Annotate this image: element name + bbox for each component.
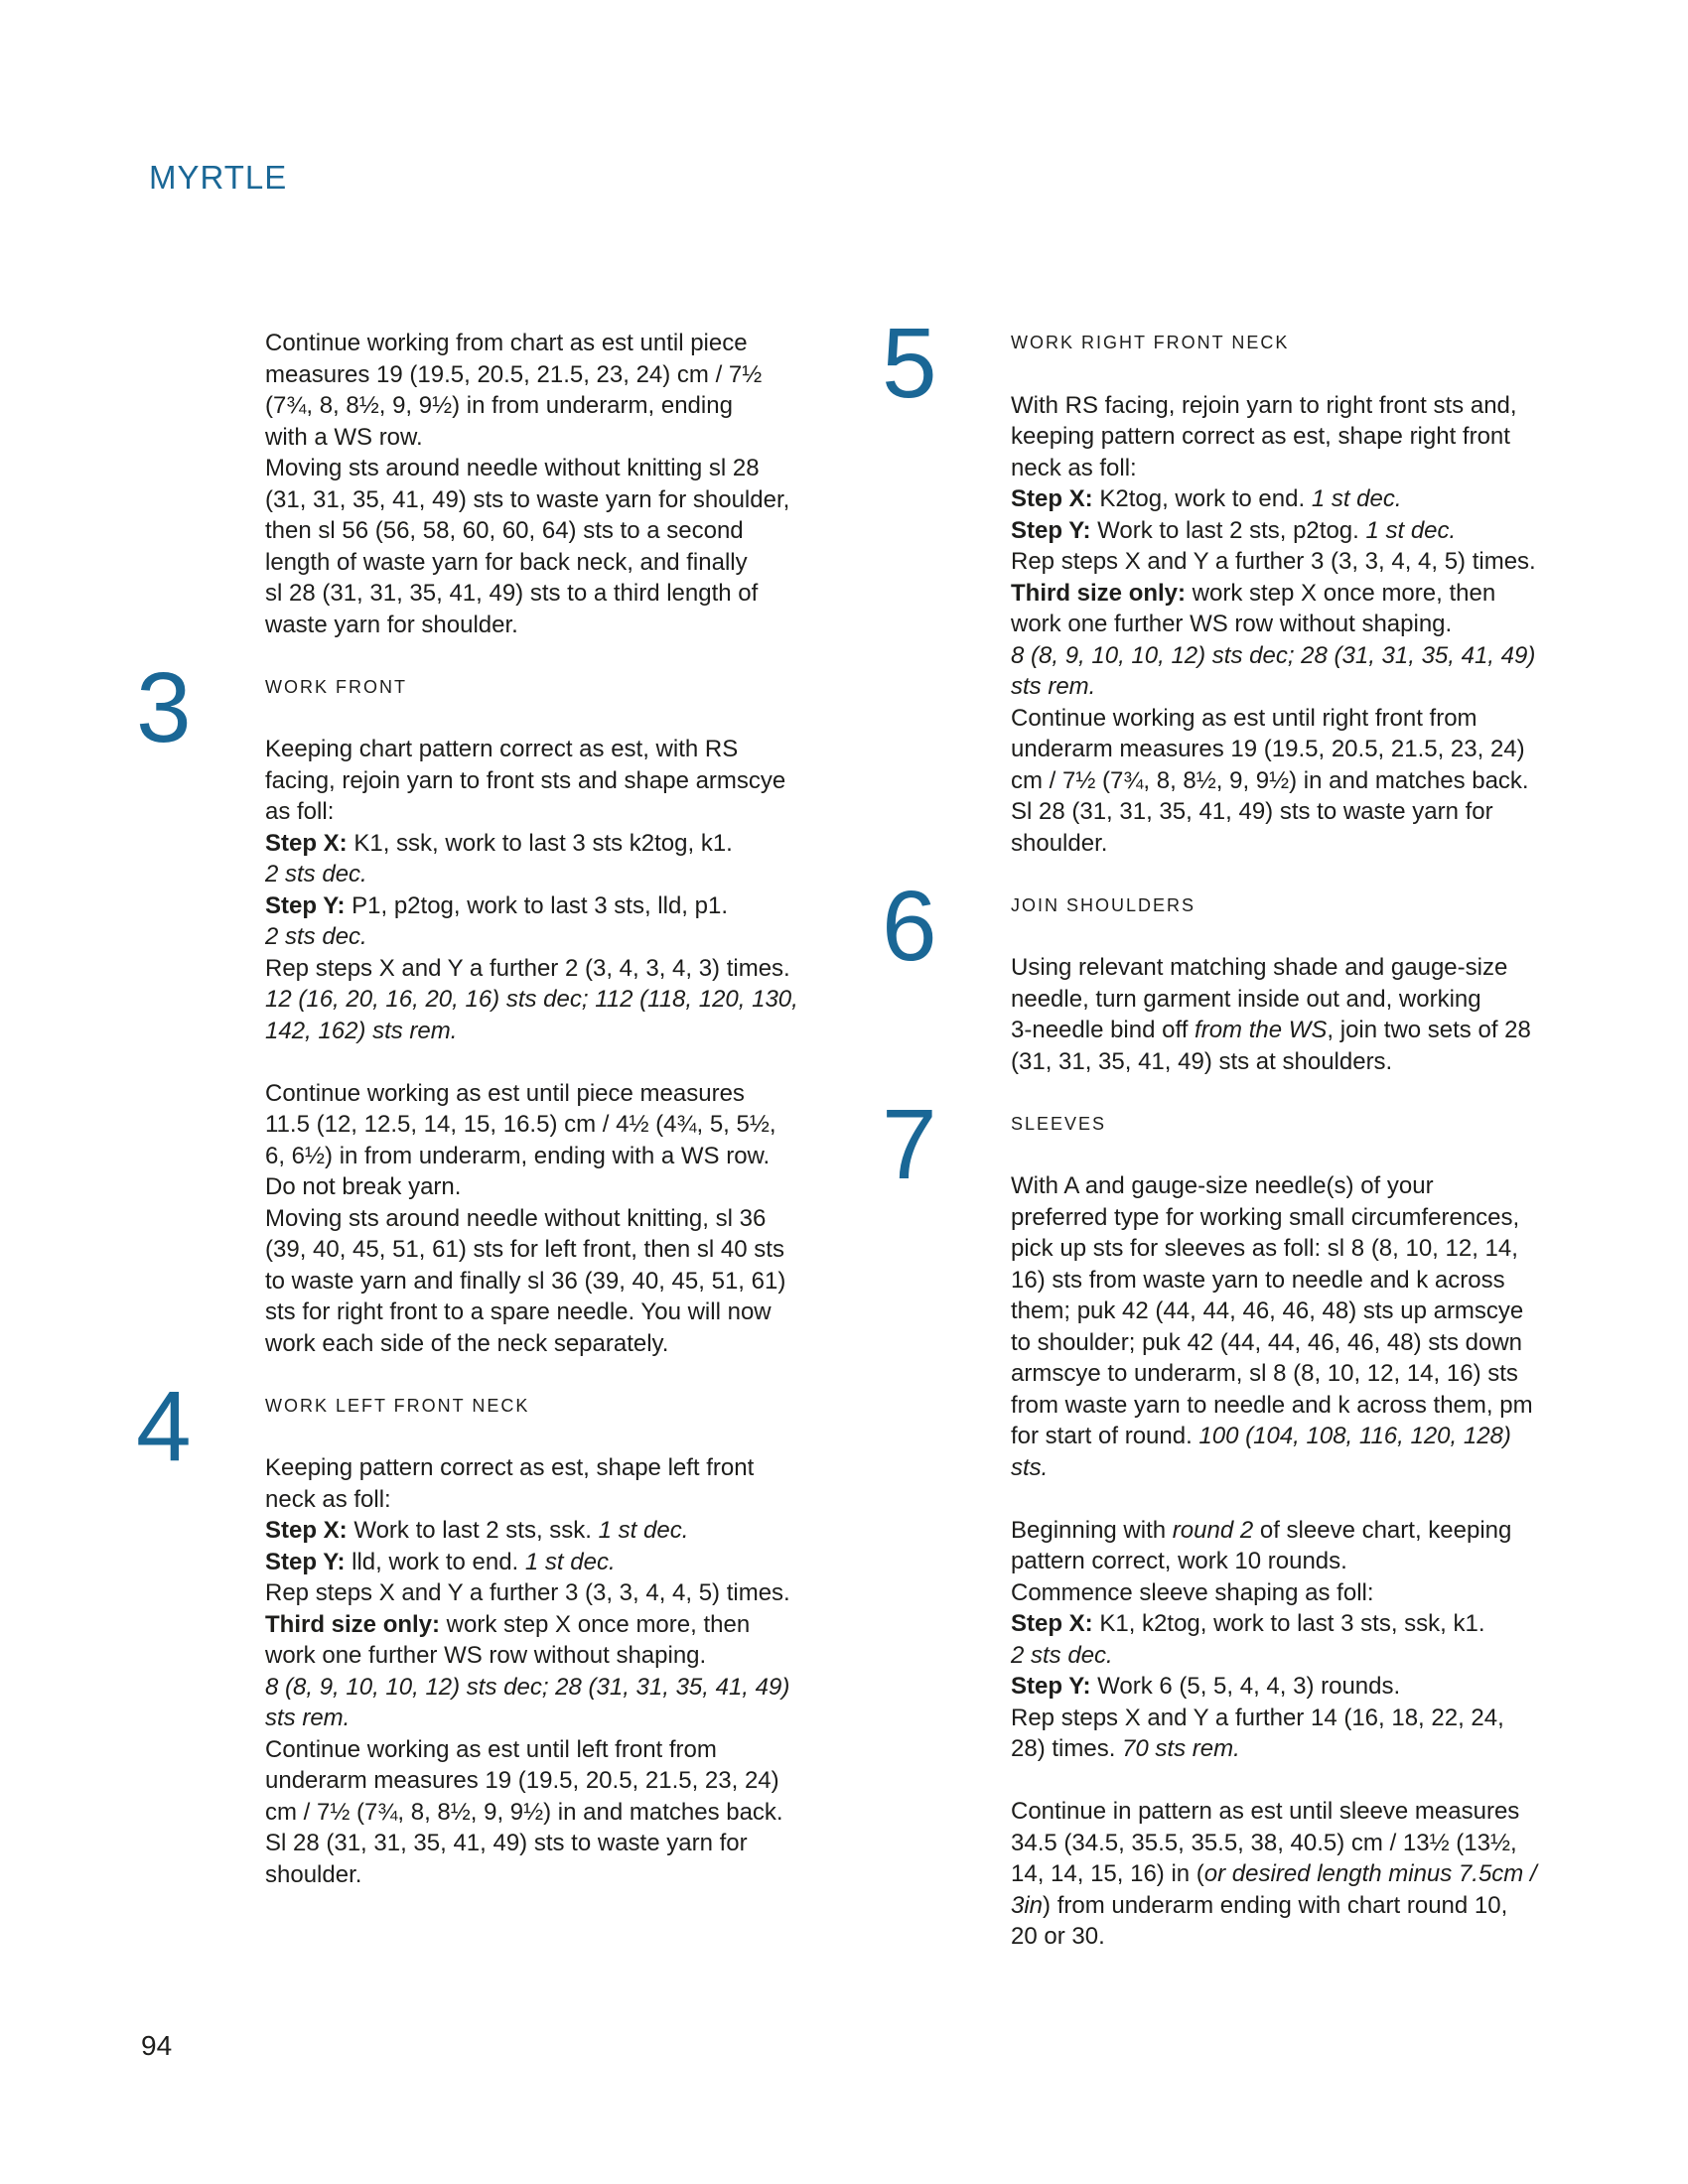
text-line: (31, 31, 35, 41, 49) sts at shoulders.: [1011, 1047, 1393, 1075]
text-line: needle, turn garment inside out and, working: [1011, 985, 1481, 1013]
third-size-text: work step X once more, then: [440, 1610, 751, 1638]
text-line: measures 19 (19.5, 20.5, 21.5, 23, 24) cm / 7½: [265, 360, 763, 388]
text-line: [1011, 1515, 1567, 1547]
text-run: for start of round.: [1011, 1423, 1199, 1449]
dec-note: 2 sts dec.: [265, 861, 367, 887]
step-text: K1, k2tog, work to last 3 sts, ssk, k1.: [1092, 1610, 1485, 1637]
text-run: , join two sets of 28: [1327, 1017, 1531, 1043]
text-line: to waste yarn and finally sl 36 (39, 40, 45, 51, 61): [265, 1267, 786, 1295]
text-line: [1011, 1890, 1567, 1922]
text-line: 34.5 (34.5, 35.5, 35.5, 38, 40.5) cm / 13½ (13½,: [1011, 1829, 1517, 1856]
step-x-line: [1011, 483, 1567, 515]
step-dec: [1011, 1640, 1567, 1672]
text-line: [1011, 1421, 1567, 1452]
result-text: 8 (8, 9, 10, 10, 12) sts dec; 28 (31, 31, 35, 41, 49): [1011, 641, 1536, 669]
text-line: to shoulder; puk 42 (44, 44, 46, 46, 48) sts down: [1011, 1328, 1522, 1356]
step-text: Work to last 2 sts, p2tog.: [1090, 516, 1366, 544]
text-line: Using relevant matching shade and gauge-size: [1011, 954, 1508, 981]
result-text: sts.: [1011, 1453, 1049, 1481]
dec-note: 2 sts dec.: [1011, 1641, 1113, 1669]
section-heading: WORK LEFT FRONT NECK: [265, 1395, 530, 1416]
step-label: Step Y:: [265, 1548, 346, 1575]
dec-note: 2 sts dec.: [265, 923, 367, 950]
step-y-line: [265, 1547, 821, 1578]
text-line: 6, 6½) in from underarm, ending with a WS row.: [265, 1142, 771, 1169]
result-text: 100 (104, 108, 116, 120, 128): [1198, 1423, 1511, 1449]
text-line: Rep steps X and Y a further 14 (16, 18, 22, 24,: [1011, 1704, 1504, 1731]
step-text: P1, p2tog, work to last 3 sts, lld, p1.: [345, 891, 728, 919]
text-line: Rep steps X and Y a further 3 (3, 3, 4, 4, 5) times.: [1011, 548, 1536, 575]
text-line: Moving sts around needle without knitting sl 28: [265, 455, 760, 481]
third-size-line: [265, 1609, 821, 1641]
text-line: Sl 28 (31, 31, 35, 41, 49) sts to waste yarn for: [1011, 798, 1493, 825]
section-heading: WORK RIGHT FRONT NECK: [1011, 333, 1290, 352]
text-line: sl 28 (31, 31, 35, 41, 49) sts to a third length of: [265, 580, 759, 607]
step-dec: [265, 859, 821, 890]
text-line: waste yarn for shoulder.: [265, 611, 518, 638]
text-line: neck as foll:: [265, 1485, 391, 1513]
text-run: 14, 14, 15, 16) in (: [1011, 1860, 1204, 1887]
section-3: [136, 651, 821, 1360]
text-line: pick up sts for sleeves as foll: sl 8 (8, 10, 12, 14,: [1011, 1235, 1518, 1262]
step-text: Work 6 (5, 5, 4, 4, 3) rounds.: [1090, 1673, 1401, 1700]
result-text: sts rem.: [265, 1705, 351, 1731]
step-label: Step X:: [265, 1517, 348, 1544]
text-line: Continue in pattern as est until sleeve measures: [1011, 1798, 1520, 1825]
step-x-line: [1011, 1608, 1567, 1640]
section-number: 3: [136, 651, 192, 763]
result-line: [1011, 671, 1567, 703]
text-line: Rep steps X and Y a further 3 (3, 3, 4, 4, 5) times.: [265, 1579, 790, 1606]
text-line: cm / 7½ (7¾, 8, 8½, 9, 9½) in and matches back.: [265, 1798, 783, 1826]
step-y-line: [1011, 515, 1567, 547]
third-size-text: work step X once more, then: [1186, 579, 1496, 607]
text-line: Keeping pattern correct as est, shape left front: [265, 1454, 755, 1481]
text-run: of sleeve chart, keeping: [1253, 1516, 1512, 1544]
result-line: [265, 1672, 821, 1704]
text-run: Beginning with: [1011, 1516, 1173, 1544]
section-heading: WORK FRONT: [265, 676, 407, 697]
text-line: [1011, 1733, 1567, 1765]
result-line: [265, 1016, 821, 1047]
intro-paragraph: [265, 328, 821, 640]
section-number: 7: [882, 1088, 937, 1200]
text-line: Continue working as est until left front from: [265, 1735, 717, 1763]
step-x-line: [265, 1515, 821, 1547]
text-line: work one further WS row without shaping.: [1011, 611, 1453, 637]
text-line: 20 or 30.: [1011, 1923, 1105, 1950]
step-text: lld, work to end.: [345, 1548, 525, 1575]
text-line: (39, 40, 45, 51, 61) sts for left front, then sl 40 sts: [265, 1236, 784, 1263]
text-line: Do not break yarn.: [265, 1173, 462, 1200]
step-dec: [265, 921, 821, 953]
dec-note: 1 st dec.: [598, 1517, 689, 1544]
text-line: (7¾, 8, 8½, 9, 9½) in from underarm, ending: [265, 392, 733, 419]
section-7: [882, 1088, 1567, 1953]
step-y-line: [265, 890, 821, 922]
section-heading: JOIN SHOULDERS: [1011, 894, 1196, 915]
text-line: underarm measures 19 (19.5, 20.5, 21.5, 23, 24): [1011, 736, 1525, 762]
text-run: 3-needle bind off: [1011, 1017, 1196, 1043]
step-label: Step Y:: [1011, 516, 1091, 544]
section-number: 6: [882, 870, 937, 982]
text-run: ) from underarm ending with chart round 10,: [1043, 1891, 1508, 1919]
result-text: 8 (8, 9, 10, 10, 12) sts dec; 28 (31, 31, 35, 41, 49): [265, 1673, 790, 1701]
step-label: Step X:: [1011, 1610, 1093, 1637]
text-line: from waste yarn to needle and k across them, pm: [1011, 1391, 1533, 1419]
left-column: [136, 328, 821, 1890]
step-x-line: [265, 828, 821, 860]
text-line: with a WS row.: [265, 423, 423, 451]
third-size-label: Third size only:: [1011, 579, 1187, 607]
text-line: With A and gauge-size needle(s) of your: [1011, 1172, 1434, 1199]
dec-note: 1 st dec.: [1365, 516, 1457, 544]
text-line: Continue working as est until right front from: [1011, 704, 1477, 732]
step-text: K1, ssk, work to last 3 sts k2tog, k1.: [347, 829, 733, 857]
text-line: shoulder.: [265, 1860, 362, 1888]
text-line: neck as foll:: [1011, 454, 1137, 481]
text-line: Moving sts around needle without knitting, sl 36: [265, 1204, 767, 1232]
text-line: length of waste yarn for back neck, and finally: [265, 548, 748, 576]
dec-note: 1 st dec.: [1311, 485, 1402, 512]
text-line: [1011, 1015, 1567, 1046]
section-number: 4: [136, 1370, 192, 1482]
third-size-line: [1011, 578, 1567, 610]
text-line: Continue working from chart as est until piece: [265, 330, 748, 356]
text-line: work one further WS row without shaping.: [265, 1642, 707, 1669]
text-line: Continue working as est until piece measures: [265, 1079, 745, 1107]
result-line: [265, 1703, 821, 1734]
text-line: [1011, 1858, 1567, 1890]
text-line: Rep steps X and Y a further 2 (3, 4, 3, 4, 3) times.: [265, 954, 790, 982]
text-line: armscye to underarm, sl 8 (8, 10, 12, 14, 16) sts: [1011, 1360, 1518, 1387]
text-line: (31, 31, 35, 41, 49) sts to waste yarn for shoulder,: [265, 485, 790, 513]
emphasis-text: round 2: [1172, 1516, 1254, 1544]
text-line: facing, rejoin yarn to front sts and shape armscye: [265, 766, 786, 794]
section-5: [882, 308, 1567, 859]
text-line: 16) sts from waste yarn to needle and k across: [1011, 1266, 1505, 1294]
dec-note: 1 st dec.: [524, 1548, 616, 1575]
text-line: underarm measures 19 (19.5, 20.5, 21.5, 23, 24): [265, 1767, 779, 1794]
text-line: pattern correct, work 10 rounds.: [1011, 1548, 1347, 1574]
text-line: 11.5 (12, 12.5, 14, 15, 16.5) cm / 4½ (4¾, 5, 5½,: [265, 1111, 776, 1138]
section-number: 5: [882, 308, 937, 419]
step-text: Work to last 2 sts, ssk.: [347, 1517, 599, 1544]
text-line: then sl 56 (56, 58, 60, 60, 64) sts to a second: [265, 517, 744, 544]
result-text: 70 sts rem.: [1122, 1735, 1240, 1762]
result-line: [265, 984, 821, 1016]
text-line: With RS facing, rejoin yarn to right front sts and,: [1011, 391, 1517, 419]
third-size-label: Third size only:: [265, 1610, 441, 1638]
page-number: 94: [141, 2030, 173, 2061]
section-4: [136, 1370, 821, 1891]
text-line: work each side of the neck separately.: [265, 1329, 669, 1357]
result-text: 12 (16, 20, 16, 20, 16) sts dec; 112 (118, 120, 130,: [265, 986, 798, 1013]
step-label: Step X:: [265, 829, 348, 857]
text-run: 28) times.: [1011, 1735, 1123, 1762]
emphasis-text: from the WS: [1195, 1017, 1328, 1043]
text-line: Commence sleeve shaping as foll:: [1011, 1578, 1374, 1606]
step-text: K2tog, work to end.: [1092, 485, 1312, 512]
step-label: Step Y:: [1011, 1673, 1091, 1700]
result-text: sts rem.: [1011, 673, 1096, 700]
result-line: [1011, 1452, 1567, 1484]
page-title: MYRTLE: [149, 159, 288, 196]
text-line: cm / 7½ (7¾, 8, 8½, 9, 9½) in and matches back.: [1011, 766, 1529, 794]
text-line: keeping pattern correct as est, shape right front: [1011, 423, 1510, 450]
text-line: Keeping chart pattern correct as est, with RS: [265, 736, 739, 762]
step-label: Step Y:: [265, 891, 346, 919]
right-column: [882, 308, 1567, 1953]
emphasis-text: or desired length minus 7.5cm /: [1203, 1860, 1537, 1887]
step-y-line: [1011, 1671, 1567, 1703]
text-line: preferred type for working small circumferences,: [1011, 1203, 1520, 1231]
section-6: [882, 870, 1567, 1078]
text-line: as foll:: [265, 798, 335, 825]
emphasis-text: 3in: [1011, 1891, 1044, 1919]
text-line: sts for right front to a spare needle. You will now: [265, 1298, 772, 1325]
section-heading: SLEEVES: [1011, 1113, 1107, 1134]
step-label: Step X:: [1011, 485, 1093, 512]
text-line: them; puk 42 (44, 44, 46, 46, 48) sts up armscye: [1011, 1297, 1524, 1324]
text-line: shoulder.: [1011, 829, 1108, 857]
result-line: [1011, 640, 1567, 672]
text-line: Sl 28 (31, 31, 35, 41, 49) sts to waste yarn for: [265, 1830, 748, 1856]
result-text: 142, 162) sts rem.: [265, 1017, 458, 1044]
